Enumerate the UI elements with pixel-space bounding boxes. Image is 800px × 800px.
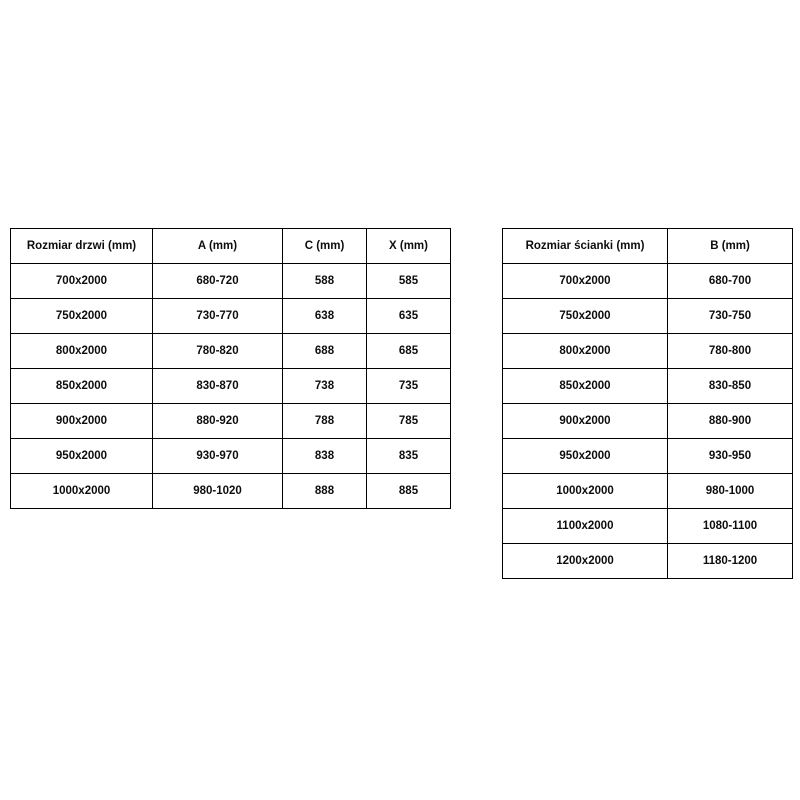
cell-door-size: 900x2000 [11,404,153,439]
cell-a: 930-970 [153,439,283,474]
cell-x: 585 [367,264,451,299]
cell-c: 588 [283,264,367,299]
column-header-wall-size: Rozmiar ścianki (mm) [503,229,668,264]
cell-door-size: 750x2000 [11,299,153,334]
table-row [11,474,451,509]
table-row [503,264,793,299]
cell-wall-size: 750x2000 [503,299,668,334]
cell-door-size: 1000x2000 [11,474,153,509]
table-row [503,544,793,579]
table-row [11,334,451,369]
table-row [11,404,451,439]
cell-wall-size: 900x2000 [503,404,668,439]
table-row [503,439,793,474]
column-header-c: C (mm) [283,229,367,264]
cell-wall-size: 1100x2000 [503,509,668,544]
cell-door-size: 700x2000 [11,264,153,299]
cell-x: 735 [367,369,451,404]
column-header-b: B (mm) [668,229,793,264]
cell-x: 885 [367,474,451,509]
table-header-row [503,229,793,264]
table-row [11,369,451,404]
cell-door-size: 850x2000 [11,369,153,404]
cell-a: 730-770 [153,299,283,334]
table-row [503,369,793,404]
cell-c: 788 [283,404,367,439]
cell-b: 880-900 [668,404,793,439]
cell-b: 980-1000 [668,474,793,509]
cell-x: 685 [367,334,451,369]
wall-size-table-container [502,228,793,579]
column-header-a: A (mm) [153,229,283,264]
table-row [503,334,793,369]
cell-a: 880-920 [153,404,283,439]
cell-a: 780-820 [153,334,283,369]
table-row [503,474,793,509]
cell-door-size: 950x2000 [11,439,153,474]
cell-wall-size: 950x2000 [503,439,668,474]
cell-b: 730-750 [668,299,793,334]
cell-b: 680-700 [668,264,793,299]
doors-size-table-container [10,228,451,509]
table-header-row [11,229,451,264]
cell-wall-size: 850x2000 [503,369,668,404]
cell-b: 930-950 [668,439,793,474]
cell-a: 680-720 [153,264,283,299]
doors-size-table [10,228,451,509]
cell-x: 635 [367,299,451,334]
column-header-x: X (mm) [367,229,451,264]
cell-wall-size: 1200x2000 [503,544,668,579]
cell-b: 830-850 [668,369,793,404]
cell-wall-size: 700x2000 [503,264,668,299]
cell-b: 780-800 [668,334,793,369]
cell-wall-size: 800x2000 [503,334,668,369]
cell-b: 1180-1200 [668,544,793,579]
cell-c: 638 [283,299,367,334]
table-row [11,299,451,334]
cell-c: 688 [283,334,367,369]
table-row [503,509,793,544]
cell-c: 738 [283,369,367,404]
cell-b: 1080-1100 [668,509,793,544]
table-row [503,299,793,334]
table-row [11,439,451,474]
cell-wall-size: 1000x2000 [503,474,668,509]
cell-x: 835 [367,439,451,474]
cell-c: 838 [283,439,367,474]
cell-x: 785 [367,404,451,439]
column-header-door-size: Rozmiar drzwi (mm) [11,229,153,264]
cell-door-size: 800x2000 [11,334,153,369]
wall-size-table [502,228,793,579]
cell-c: 888 [283,474,367,509]
cell-a: 980-1020 [153,474,283,509]
table-row [503,404,793,439]
table-row [11,264,451,299]
cell-a: 830-870 [153,369,283,404]
